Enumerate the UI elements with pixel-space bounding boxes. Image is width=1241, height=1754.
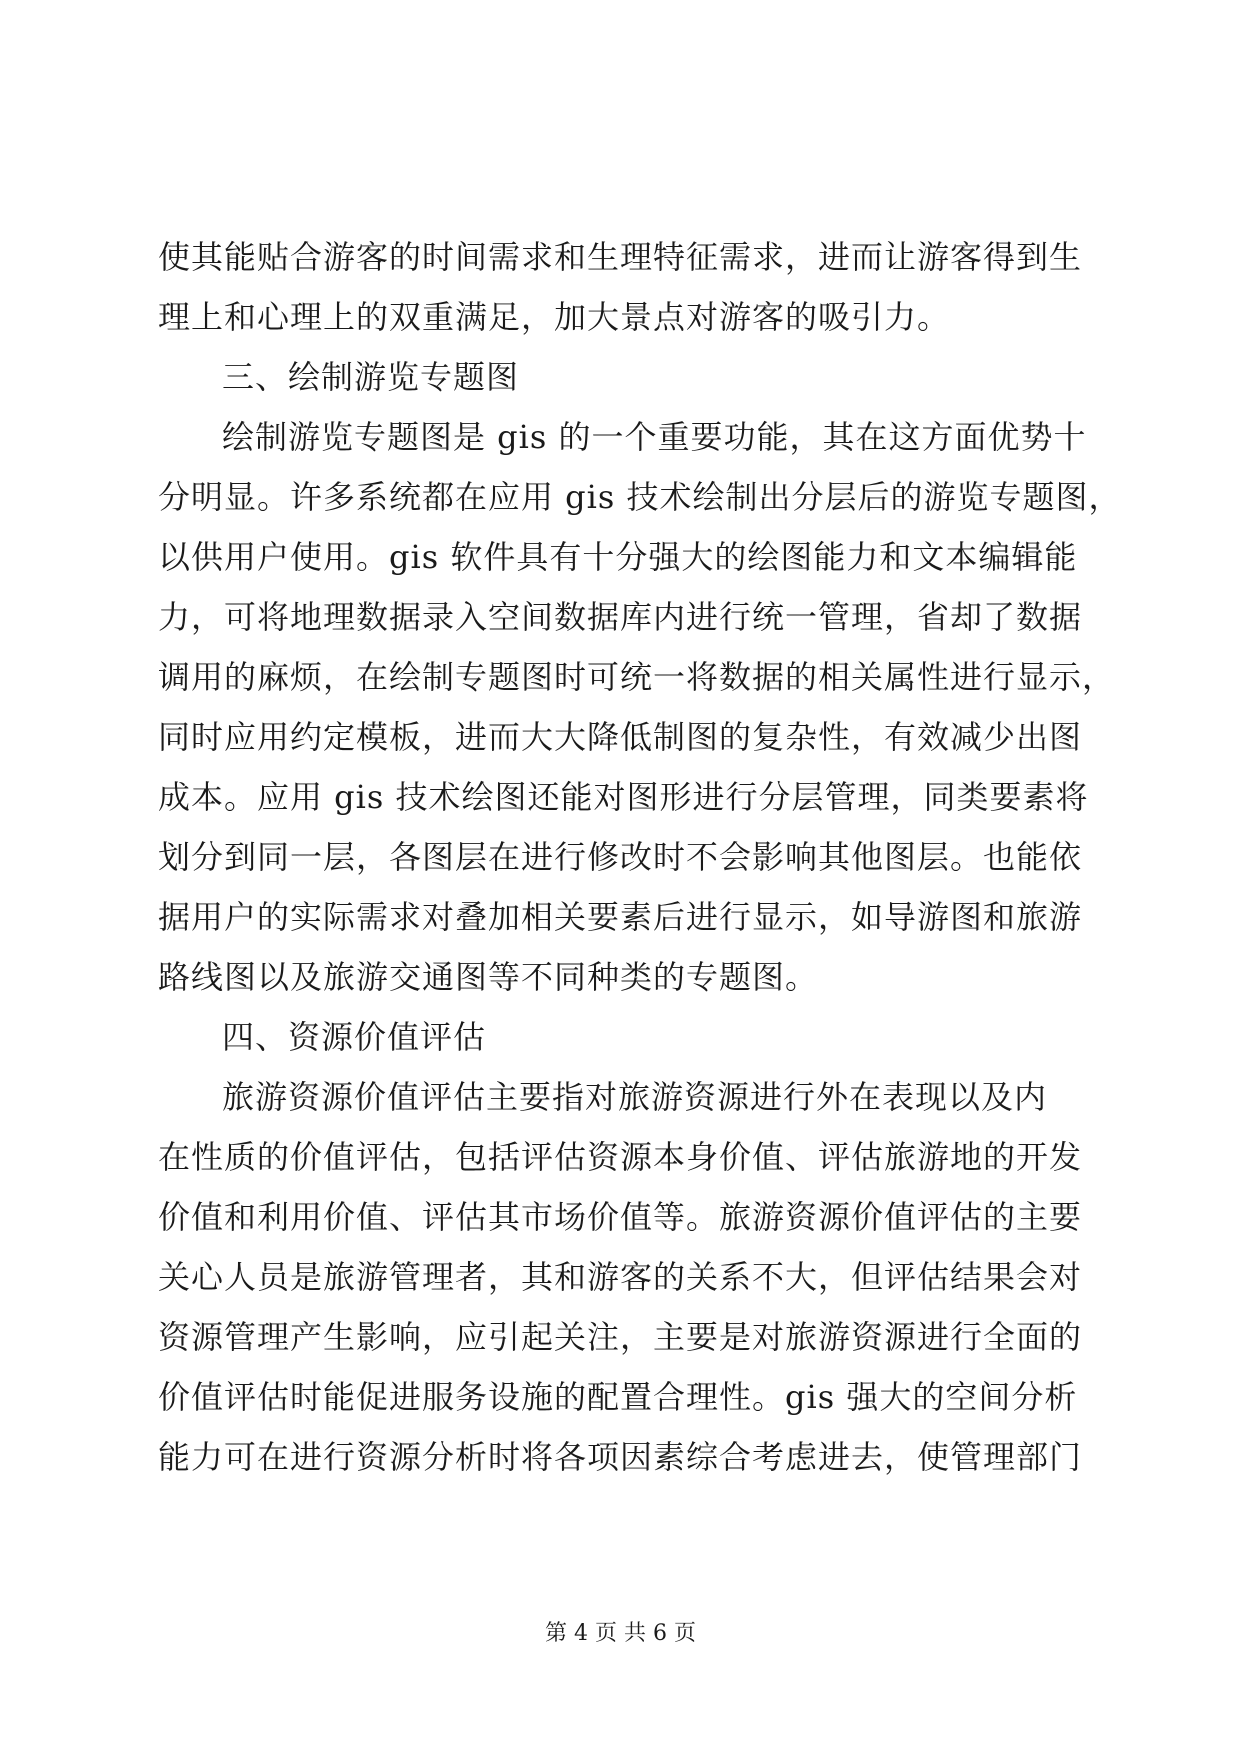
page-number-footer: 第 4 页 共 6 页 [545, 1621, 696, 1646]
text-line: 力，可将地理数据录入空间数据库内进行统一管理，省却了数据 [158, 598, 1083, 636]
text-line: 划分到同一层，各图层在进行修改时不会影响其他图层。也能依 [158, 838, 1083, 876]
text-line: 价值和利用价值、评估其市场价值等。旅游资源价值评估的主要 [158, 1198, 1083, 1236]
text-line: 使其能贴合游客的时间需求和生理特征需求，进而让游客得到生 [158, 238, 1083, 276]
text-line: 绘制游览专题图是 gis 的一个重要功能，其在这方面优势十 [222, 418, 1087, 456]
text-line: 能力可在进行资源分析时将各项因素综合考虑进去，使管理部门 [158, 1438, 1083, 1476]
text-line: 关心人员是旅游管理者，其和游客的关系不大，但评估结果会对 [158, 1258, 1083, 1296]
section-heading: 四、资源价值评估 [222, 1018, 487, 1056]
text-line: 在性质的价值评估，包括评估资源本身价值、评估旅游地的开发 [158, 1138, 1083, 1176]
text-line: 价值评估时能促进服务设施的配置合理性。gis 强大的空间分析 [158, 1378, 1078, 1416]
text-line: 调用的麻烦，在绘制专题图时可统一将数据的相关属性进行显示， [158, 658, 1116, 696]
text-line: 成本。应用 gis 技术绘图还能对图形进行分层管理，同类要素将 [158, 778, 1089, 816]
text-line: 旅游资源价值评估主要指对旅游资源进行外在表现以及内 [222, 1078, 1048, 1116]
text-line: 资源管理产生影响，应引起关注，主要是对旅游资源进行全面的 [158, 1318, 1083, 1356]
text-line: 同时应用约定模板，进而大大降低制图的复杂性，有效减少出图 [158, 718, 1083, 756]
text-line: 理上和心理上的双重满足，加大景点对游客的吸引力。 [158, 298, 951, 336]
document-body [158, 227, 1122, 1487]
text-line: 以供用户使用。gis 软件具有十分强大的绘图能力和文本编辑能 [158, 538, 1078, 576]
text-line: 据用户的实际需求对叠加相关要素后进行显示，如导游图和旅游 [158, 898, 1083, 936]
text-line: 分明显。许多系统都在应用 gis 技术绘制出分层后的游览专题图， [158, 478, 1122, 516]
section-heading: 三、绘制游览专题图 [222, 358, 520, 396]
text-line: 路线图以及旅游交通图等不同种类的专题图。 [158, 958, 819, 996]
